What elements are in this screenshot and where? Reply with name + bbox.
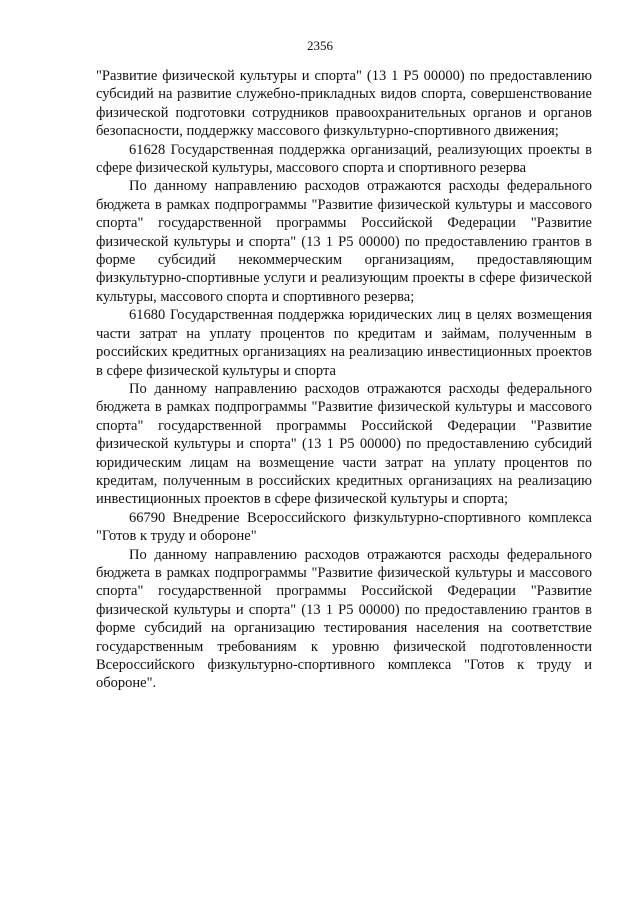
paragraph-61680-description: По данному направлению расходов отражаются расходы федерального бюджета в рамках подпрограммы "Развитие физической культуры и массового спорта" государственной программы Российской Федерации "Развитие физической культуры и спорта" (13 1 Р5 00000) по предоставлению субсидий юридическим лицам на возмещение части затрат на уплату процентов по кредитам, полученным в российских кредитных организациях на реализацию инвестиционных проектов в сфере физической культуры и спорта; bbox=[96, 380, 592, 508]
paragraph-61628-description: По данному направлению расходов отражаются расходы федерального бюджета в рамках подпрограммы "Развитие физической культуры и массового спорта" государственной программы Российской Федерации "Развитие физической культуры и спорта" (13 1 Р5 00000) по предоставлению грантов в форме субсидий некоммерческим организациям, предоставляющим физкультурно-спортивные услуги и реализующим проекты в сфере физической культуры, массового спорта и спортивного резерва; bbox=[96, 178, 592, 305]
paragraph-continuation: "Развитие физической культуры и спорта" (13 1 Р5 00000) по предоставлению субсидий на развитие служебно-прикладных видов спорта, совершенствование физической подготовки сотрудников правоохранительных органов и органов безопасности, поддержку массового физкультурно-спортивного движения; bbox=[96, 68, 592, 140]
section-heading-66790: 66790 Внедрение Всероссийского физкультурно-спортивного комплекса "Готов к труду и обороне" bbox=[96, 509, 592, 545]
page-number: 2356 bbox=[307, 38, 333, 53]
document-body bbox=[96, 67, 592, 693]
paragraph-66790-description: По данному направлению расходов отражаются расходы федерального бюджета в рамках подпрограммы "Развитие физической культуры и массового спорта" государственной программы Российской Федерации "Развитие физической культуры и спорта" (13 1 Р5 00000) по предоставлению грантов в форме субсидий на организацию тестирования населения на соответствие государственным требованиям к уровню физической подготовленности Всероссийского физкультурно-спортивного комплекса "Готов к труду и обороне". bbox=[96, 546, 592, 692]
section-heading-61628: 61628 Государственная поддержка организаций, реализующих проекты в сфере физической культуры, массового спорта и спортивного резерва bbox=[96, 141, 592, 177]
section-heading-61680: 61680 Государственная поддержка юридических лиц в целях возмещения части затрат на уплату процентов по кредитам и займам, полученным в российских кредитных организациях на реализацию инвестиционных проектов в сфере физической культуры и спорта bbox=[96, 307, 592, 379]
